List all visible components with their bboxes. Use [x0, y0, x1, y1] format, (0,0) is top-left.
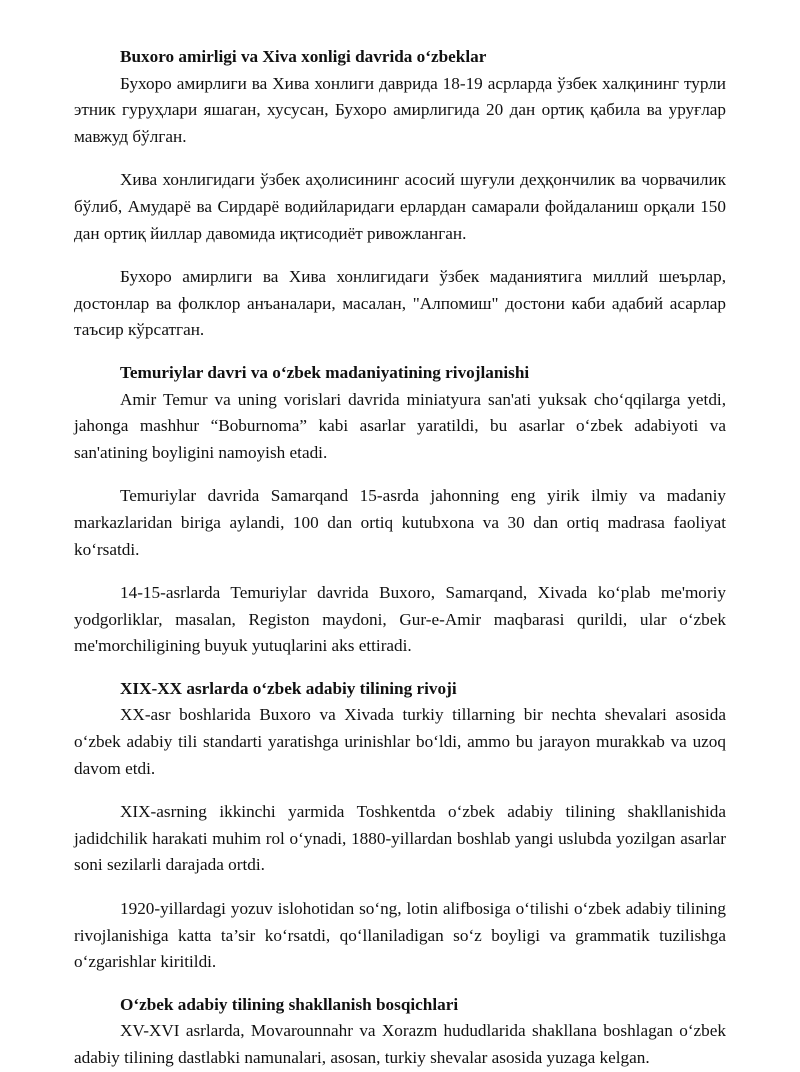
- section-bukhara-khiva: [74, 44, 726, 344]
- paragraph: Amir Temur va uning vorislari davrida miniatyura san'ati yuksak cho‘qqilarga yetdi, jahonga mashhur “Boburnoma” kabi asarlar yaratildi, bu asarlar o‘zbek adabiyoti va san'atining boyligini namoyish etadi.: [74, 389, 726, 462]
- paragraph: Бухоро амирлиги ва Хива хонлиги даврида 18-19 асрларда ўзбек халқининг турли этник гуруҳлари яшаган, хусусан, Бухоро амирлигида 20 дан ортиқ қабила ва уруғлар мавжуд бўлган.: [74, 73, 726, 146]
- paragraph: Temuriylar davrida Samarqand 15-asrda jahonning eng yirik ilmiy va madaniy markazlaridan biriga aylandi, 100 dan ortiq kutubxona va 30 dan ortiq madrasa faoliyat ko‘rsatdi.: [74, 486, 726, 559]
- section-heading: O‘zbek adabiy tilining shakllanish bosqichlari: [120, 994, 459, 1014]
- document-page: [74, 44, 726, 1072]
- section-timurids: [74, 360, 726, 660]
- section-literary-language: [74, 676, 726, 976]
- paragraph: XV-XVI asrlarda, Movarounnahr va Xorazm hududlarida shakllana boshlagan o‘zbek adabiy tilining dastlabki namunalari, asosan, turkiy shevalar asosida yuzaga kelgan.: [74, 1021, 726, 1067]
- paragraph: 14-15-asrlarda Temuriylar davrida Buxoro, Samarqand, Xivada ko‘plab me'moriy yodgorliklar, masalan, Registon maydoni, Gur-e-Amir maqbarasi qurildi, ular o‘zbek me'morchiligining buyuk yutuqlarini aks ettiradi.: [74, 583, 726, 656]
- paragraph: Хива хонлигидаги ўзбек аҳолисининг асосий шуғули деҳқончилик ва чорвачилик бўлиб, Амударё ва Сирдарё водийларидаги ерлардан самарали фойдаланиш орқали 150 дан ортиқ йиллар давомида иқтисодиёт ривожланган.: [74, 170, 726, 243]
- section-heading: Buxoro amirligi va Xiva xonligi davrida o‘zbeklar: [120, 47, 487, 66]
- paragraph: XIX-asrning ikkinchi yarmida Toshkentda o‘zbek adabiy tilining shakllanishida jadidchilik harakati muhim rol o‘ynadi, 1880-yillardan boshlab yangi uslubda yozilgan asarlar soni sezilarli darajada ortdi.: [74, 802, 726, 875]
- section-heading: XIX-XX asrlarda o‘zbek adabiy tilining rivoji: [120, 678, 457, 698]
- paragraph: XX-asr boshlarida Buxoro va Xivada turkiy tillarning bir nechta shevalari asosida o‘zbek adabiy tili standarti yaratishga urinishlar bo‘ldi, ammo bu jarayon murakkab va uzoq davom etdi.: [74, 705, 726, 778]
- section-heading: Temuriylar davri va o‘zbek madaniyatining rivojlanishi: [120, 362, 530, 382]
- section-formation-stages: [74, 992, 726, 1072]
- paragraph: 1920-yillardagi yozuv islohotidan so‘ng, lotin alifbosiga o‘tilishi o‘zbek adabiy tilining rivojlanishiga katta ta’sir ko‘rsatdi, qo‘llaniladigan so‘z boyligi va grammatik tuzilishga o‘zgarishlar kiritildi.: [74, 899, 726, 972]
- paragraph: Бухоро амирлиги ва Хива хонлигидаги ўзбек маданиятига миллий шеърлар, достонлар ва фолклор анъаналари, масалан, "Алпомиш" достони каби адабий асарлар таъсир кўрсатган.: [74, 267, 726, 340]
